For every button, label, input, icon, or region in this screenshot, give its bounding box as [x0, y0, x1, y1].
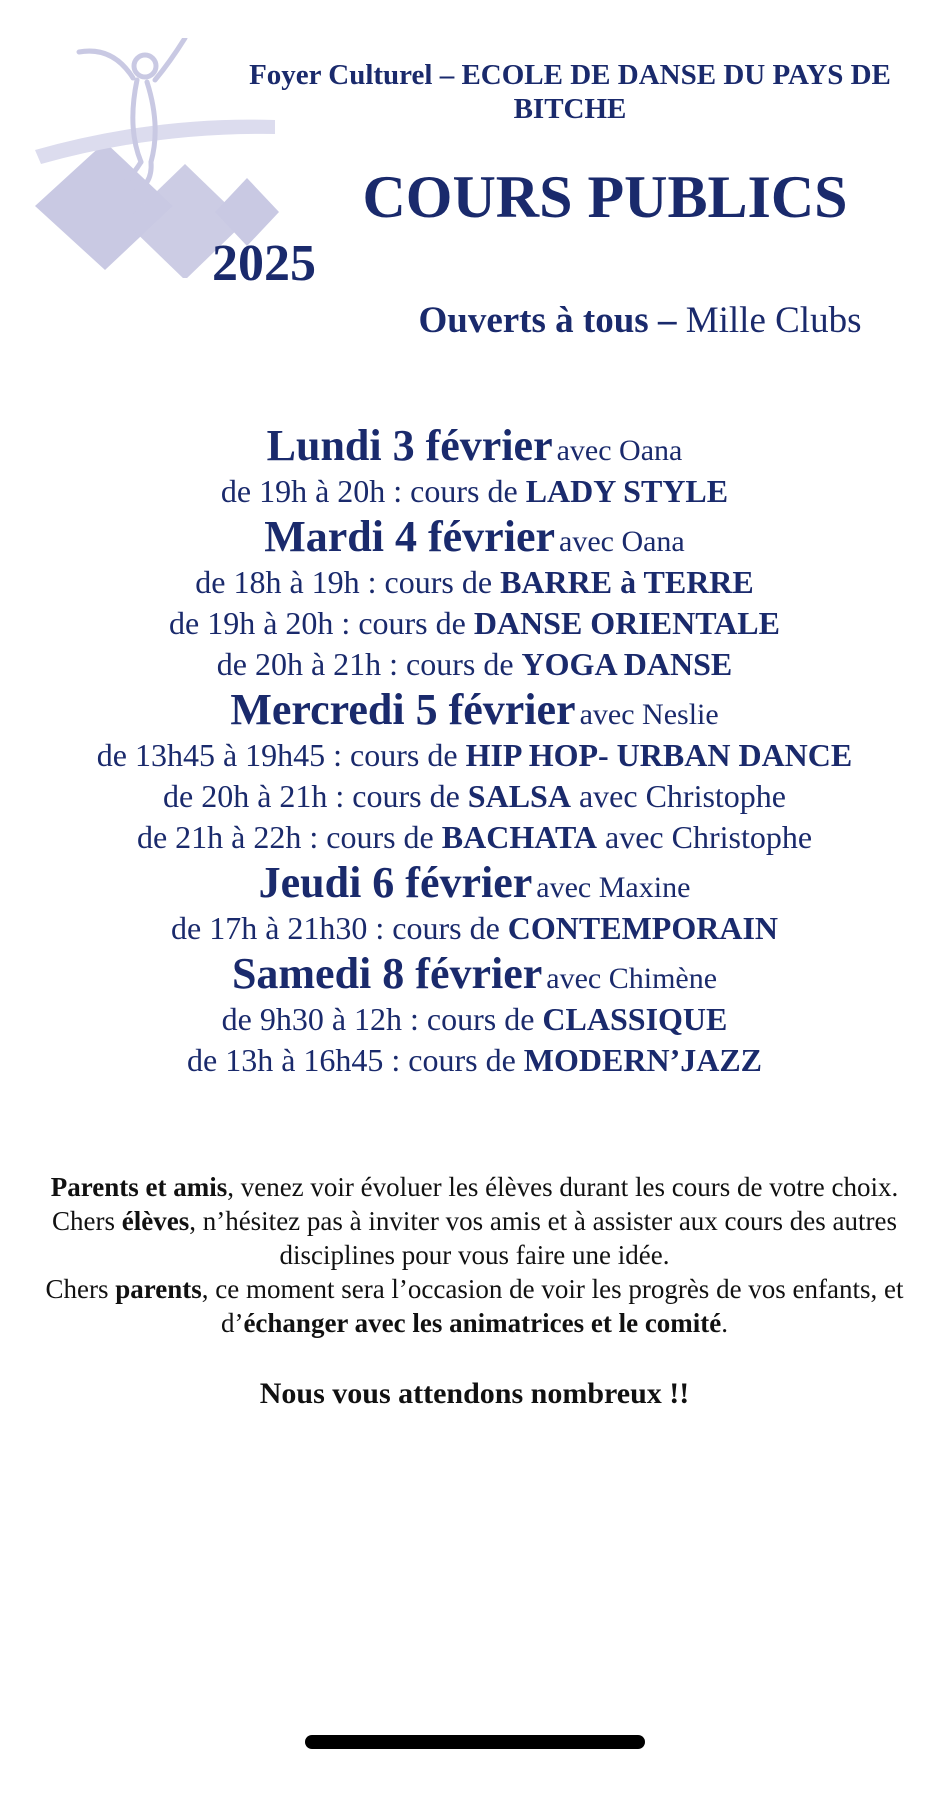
home-indicator[interactable] [305, 1735, 645, 1749]
subtitle [360, 299, 920, 343]
info-text-span: Chers [45, 1274, 116, 1304]
info-parents-friends [0, 1170, 949, 1204]
class-line [0, 603, 949, 644]
class-name: HIP HOP- URBAN DANCE [465, 737, 853, 773]
day-teacher: avec Maxine [536, 871, 691, 904]
day-heading [0, 858, 949, 908]
day-heading [0, 949, 949, 999]
class-name: BACHATA [441, 819, 598, 855]
class-time: de 9h30 à 12h : cours de [221, 1001, 543, 1037]
info-parents [0, 1272, 949, 1340]
class-time: de 13h45 à 19h45 : cours de [96, 737, 466, 773]
class-name: YOGA DANSE [521, 646, 733, 682]
day-heading [0, 685, 949, 735]
class-line [0, 817, 949, 858]
day-teacher: avec Neslie [579, 698, 719, 731]
class-time: de 20h à 21h : cours de [162, 778, 468, 814]
info-text-span: . [721, 1308, 729, 1338]
class-time: de 20h à 21h : cours de [216, 646, 522, 682]
class-line [0, 735, 949, 776]
day-teacher: avec Chimène [546, 962, 718, 995]
day-name: Jeudi 6 février [258, 858, 533, 907]
day-heading [0, 421, 949, 471]
class-time: de 19h à 20h : cours de [169, 605, 474, 641]
class-name: CONTEMPORAIN [507, 910, 779, 946]
day-name: Lundi 3 février [266, 421, 553, 470]
class-name: SALSA [467, 778, 571, 814]
subtitle-location: Mille Clubs [676, 300, 862, 341]
info-text-span: , ce moment sera l’occasion de voir les progrès de vos enfants, et d’ [201, 1274, 904, 1338]
info-bold: parents [115, 1274, 202, 1304]
page-title: COURS PUBLICS [362, 164, 848, 230]
class-line [0, 471, 949, 512]
closing-message: Nous vous attendons nombreux !! [259, 1377, 690, 1410]
class-name: DANSE ORIENTALE [473, 605, 780, 641]
class-time: de 17h à 21h30 : cours de [170, 910, 508, 946]
subtitle-bold: Ouverts à tous – [418, 300, 677, 341]
year: 2025 [212, 235, 316, 292]
info-text-span: , n’hésitez pas à inviter vos amis et à assister aux cours des autres disciplines pour vous faire une idée. [189, 1206, 897, 1270]
info-text-span: , venez voir évoluer les élèves durant les cours de votre choix. [227, 1172, 899, 1202]
class-line [0, 1040, 949, 1081]
class-line [0, 562, 949, 603]
day-name: Mardi 4 février [264, 512, 555, 561]
class-extra: avec Christophe [597, 819, 813, 855]
class-time: de 13h à 16h45 : cours de [186, 1042, 524, 1078]
info-bold: Parents et amis [50, 1172, 228, 1202]
info-text [0, 1170, 949, 1340]
class-line [0, 776, 949, 817]
day-heading [0, 512, 949, 562]
info-bold: élèves [121, 1206, 190, 1236]
class-line [0, 644, 949, 685]
organization-name: Foyer Culturel – ECOLE DE DANSE DU PAYS DE BITCHE [249, 59, 891, 125]
class-line [0, 999, 949, 1040]
class-line [0, 908, 949, 949]
day-name: Mercredi 5 février [230, 685, 576, 734]
day-name: Samedi 8 février [231, 949, 543, 998]
class-name: LADY STYLE [525, 473, 729, 509]
info-text-span: Chers [51, 1206, 122, 1236]
class-name: CLASSIQUE [542, 1001, 728, 1037]
info-students [0, 1204, 949, 1272]
info-bold: échanger avec les animatrices et le comité [243, 1308, 722, 1338]
class-time: de 19h à 20h : cours de [220, 473, 526, 509]
class-name: BARRE à TERRE [500, 564, 754, 600]
class-extra: avec Christophe [570, 778, 786, 814]
schedule [0, 421, 949, 1081]
class-name: MODERN’JAZZ [523, 1042, 763, 1078]
class-time: de 21h à 22h : cours de [136, 819, 442, 855]
class-time: de 18h à 19h : cours de [195, 564, 501, 600]
day-teacher: avec Oana [559, 525, 685, 558]
day-teacher: avec Oana [556, 434, 683, 467]
